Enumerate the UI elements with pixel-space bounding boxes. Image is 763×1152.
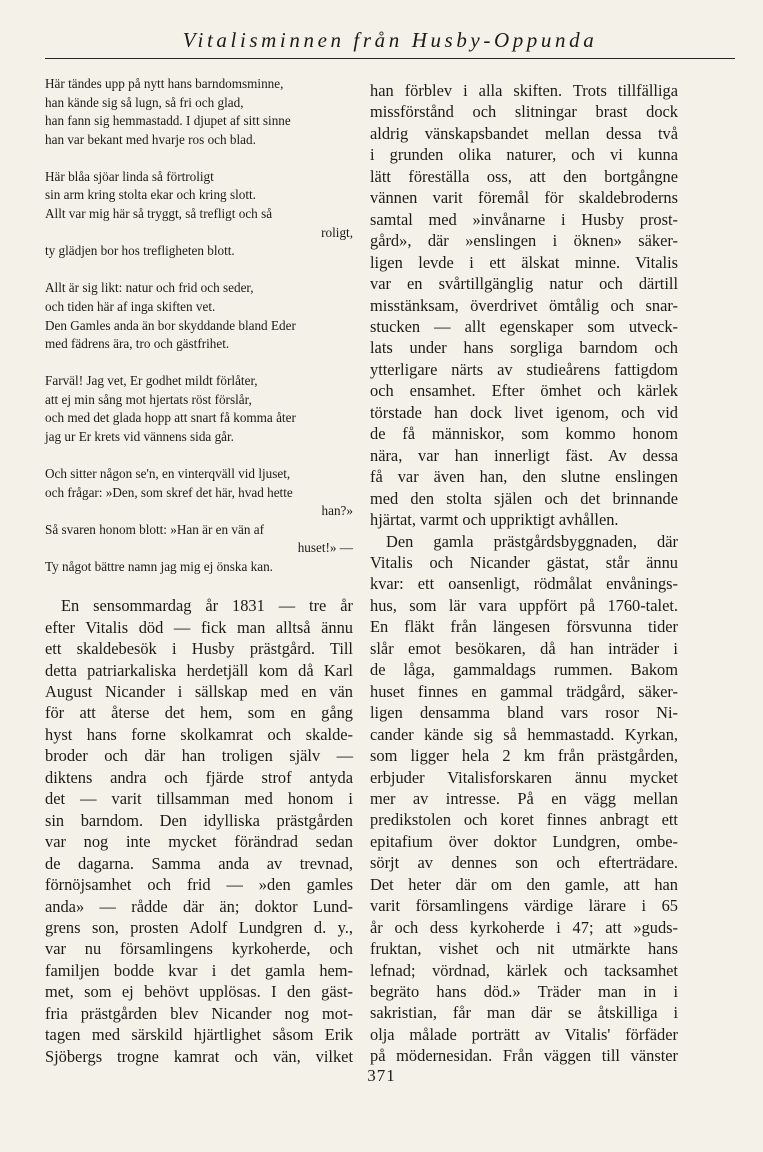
text-line: kvar: ett oansenligt, rödmålat envånings- (370, 574, 678, 594)
poem-line: och tiden här af inga skiften vet. (45, 298, 216, 314)
text-line: erbjuder Vitalisforskaren ännu mycket (370, 767, 678, 787)
text-line: August Nicander i sällskap med en vän (45, 681, 353, 701)
text-line: lefnad; vördnad, kärlek och tacksamhet (370, 960, 678, 980)
poem-line: Den Gamles anda än bor skyddande bland Eder (45, 317, 296, 333)
text-line: detta patriarkaliska herdetjäll kom då Karl (45, 660, 353, 680)
poem-stanza (45, 75, 353, 149)
text-line: i grunden olika naturer, och vi kunna (370, 145, 678, 165)
text-line: lats under hans sorgliga barndom och (370, 338, 678, 358)
text-line: de få människor, som kommo honom (370, 424, 678, 444)
text-line: ett skaldebesök i Husby prästgård. Till (45, 639, 353, 659)
poem-line: Och sitter någon se'n, en vinterqväll vid ljuset, (45, 466, 291, 482)
text-line: ytterligare närts av studieårens fattigdom (370, 359, 678, 379)
text-line: familjen bodde kvar i det gamla hem- (45, 960, 353, 980)
text-line: tagen med särskild hjärtlighet såsom Erik (45, 1025, 353, 1045)
text-line: sin barndom. Den idylliska prästgården (45, 810, 353, 830)
poem-line: sin arm kring stolta ekar och kring slott. (45, 187, 256, 203)
poem-stanza (45, 465, 353, 577)
text-line: det — varit tillsamman med honom i (45, 789, 353, 809)
text-line: En fläkt från längesen försvunna tider (370, 617, 678, 637)
poem-line: att ej min sång mot hjertats röst förslår, (45, 391, 252, 407)
poem-line: Allt var mig här så tryggt, så trefligt och så (45, 206, 273, 222)
poem-stanza (45, 372, 353, 446)
text-line: varit församlingens värdige lärare i 65 (370, 896, 678, 916)
poem-line: med fädrens ära, tro och gästfrihet. (45, 336, 230, 352)
text-line: de låga, gammaldags rummen. Bakom (370, 660, 678, 680)
poem-line: huset!» — (297, 540, 353, 556)
text-line: anda» — rådde där än; doktor Lund- (45, 896, 353, 916)
text-line: samtal med »invånarne i Husby prost- (370, 209, 678, 229)
text-line: vännen varit föremål för skaldebroderns (370, 188, 678, 208)
text-line: cander kände sig så hemmastadd. Kyrkan, (370, 724, 678, 744)
text-line: hyst hans forne skolkamrat och skalde- (45, 724, 353, 744)
text-line: få var även han, den slutne enslingen (370, 467, 678, 487)
text-line: förnöjsamhet och frid — »den gamles (45, 875, 353, 895)
text-line: En sensommardag år 1831 — tre år (61, 596, 353, 616)
text-line: sörjt av dennes son och efterträdare. (370, 853, 678, 873)
header-rule (45, 58, 735, 59)
text-line: Vitalis och Nicander gästat, står ännu (370, 552, 678, 572)
text-line: predikstolen och koret finnes anbragt ett (370, 810, 678, 830)
poem-line: han kände sig så lugn, så fri och glad, (45, 94, 244, 110)
text-line: Den gamla prästgårdsbyggnaden, där (386, 531, 678, 551)
text-line: var nu församlingens kyrkoherde, och (45, 939, 353, 959)
text-line: lätt föreställa oss, att den bortgångne (370, 166, 678, 186)
text-line: Sjöbergs trogne kamrat och vän, vilket (45, 1046, 353, 1066)
poem-stanza (45, 279, 353, 353)
running-title: Vitalisminnen från Husby-Oppunda (182, 28, 598, 52)
poem-line: Farväl! Jag vet, Er godhet mildt förlåter, (45, 373, 258, 389)
text-line: slår emot besökaren, då han inträder i (370, 638, 678, 658)
text-line: var en svårtillgänglig natur och därtill (370, 274, 678, 294)
poem-stanza (45, 168, 353, 261)
text-line: epitafium över doktor Lundgren, ombe- (370, 831, 678, 851)
poem-line: och frågar: »Den, som skref det här, hvad hette (45, 484, 293, 500)
text-line: gård», där »enslingen i öknen» säker- (370, 231, 678, 251)
text-line: hus, som lär vara uppfört på 1760-talet. (370, 595, 678, 615)
poem-line: Allt är sig likt: natur och frid och seder, (45, 280, 254, 296)
poem-line: Så svaren honom blott: »Han är en vän af (45, 521, 264, 537)
text-line: hjärtat, varmt och uppriktigt avhållen. (370, 510, 619, 530)
poem (45, 75, 353, 577)
poem-line: Här tändes upp på nytt hans barndomsminne, (45, 76, 284, 91)
text-line: nära, var han innerligt fäst. Av dessa (370, 445, 678, 465)
text-line: fruktan, vishet och nit utmärkte hans (370, 939, 678, 959)
text-line: misstänksam, överdrivet ömtålig och snar- (370, 295, 678, 315)
text-line: Det heter där om den gamle, att han (370, 874, 678, 894)
poem-line: och med det glada hopp att snart få komma åter (45, 410, 296, 426)
page-number: 371 (367, 1066, 396, 1085)
poem-line: han var bekant med hvarje ros och blad. (45, 131, 256, 147)
text-line: missförstånd och slitningar brast dock (370, 102, 678, 122)
text-line: mer av intresse. På en vägg mellan (370, 788, 678, 808)
poem-line: han fann sig hemmastadd. I djupet af sitt sinne (45, 113, 291, 129)
text-line: och ensamhet. Efter ömhet och kärlek (370, 381, 678, 401)
text-line: han förblev i alla skiften. Trots tillfälliga (370, 81, 678, 100)
poem-line: jag ur Er krets vid vännens sida går. (45, 429, 234, 444)
poem-line: Ty något bättre namn jag mig ej önska kan. (45, 559, 273, 575)
text-line: var nog inte mycket förändrad sedan (45, 832, 353, 852)
right-prose (370, 80, 678, 1067)
poem-line: ty glädjen bor hos trefligheten blott. (45, 243, 235, 259)
poem-line: Här blåa sjöar linda så förtroligt (45, 168, 214, 184)
text-line: efter Vitalis död — fick man alltså ännu (45, 617, 353, 637)
text-line: ligen levde i ett älskat minne. Vitalis (370, 252, 678, 272)
poem-line: roligt, (321, 224, 353, 240)
text-line: stucken — allt egenskaper som utveck- (370, 316, 678, 336)
text-line: med den stolta själen och det brinnande (370, 488, 678, 508)
left-prose (45, 595, 353, 1067)
text-line: på mödernesidan. Från väggen till vänster (370, 1046, 678, 1066)
text-line: begräto hans död.» Träder man in i (370, 982, 678, 1002)
text-line: fria prästgården blev Nicander nog mot- (45, 1003, 353, 1023)
text-line: met, som ej behövt upplösas. I den gäst- (45, 982, 353, 1002)
text-line: de dagarna. Samma anda av trevnad, (45, 853, 353, 873)
text-line: törstade han dock livet igenom, och vid (370, 402, 678, 422)
text-line: broder och där han troligen själv — (45, 746, 353, 766)
text-line: för att återse det hem, som en gång (45, 703, 353, 723)
text-line: sakristian, får man där se åtskilliga i (370, 1003, 678, 1023)
poem-line: han?» (321, 503, 353, 519)
text-line: som ligger hela 2 km från prästgården, (370, 746, 678, 766)
text-line: grens son, prosten Adolf Lundgren d. y., (45, 917, 353, 937)
text-line: ligen densamma bland vars rosor Ni- (370, 703, 678, 723)
text-line: aldrig vänskapsbandet mellan dessa två (370, 123, 678, 143)
text-line: år och dess kyrkoherde i 47; att »guds- (370, 917, 678, 937)
left-column (45, 75, 353, 1067)
text-line: diktens andra och fjärde strof antyda (45, 767, 353, 787)
text-line: olja målade porträtt av Vitalis' förfäder (370, 1024, 678, 1044)
text-line: huset finnes en gammal trädgård, säker- (370, 681, 678, 701)
right-column (370, 80, 678, 1067)
